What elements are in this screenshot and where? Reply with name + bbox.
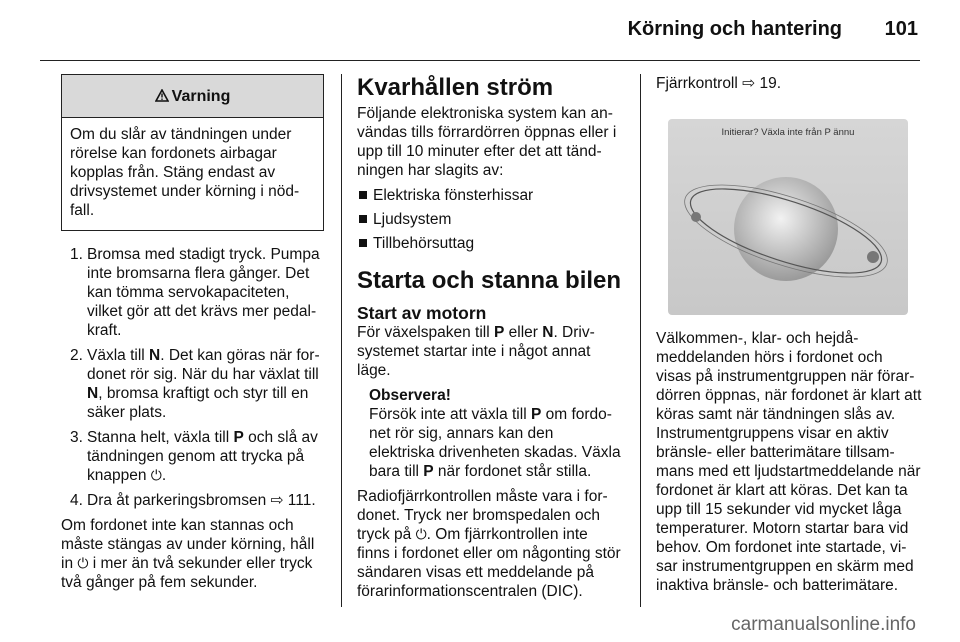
paragraph: Följande elektroniska system kan an-vändas tills förrardörren öppnas eller i upp till 10 minuter efter det att tänd-ningen har slagits av: [357,105,617,179]
list-item: Elektriska fönsterhissar [357,186,623,205]
paragraph: För växelspaken till P eller N. Driv-systemet startar inte i något annat läge. [357,324,595,379]
list-item: Ljudsystem [357,210,623,229]
cross-reference: Fjärrkontroll ⇨ 19. [656,75,781,92]
warning-text: Om du slår av tändningen under rörelse kan fordonets airbagar kopplas från. Stäng endast av drivsystemet under körning i nöd-fall. [70,126,300,219]
column-left [61,74,324,592]
page-header [0,0,960,64]
warning-triangle-icon [155,87,169,106]
power-icon: ⏻ [415,526,427,542]
page-ref-icon: ⇨ [270,492,284,509]
heading-starta: Starta och stanna bilen [357,267,622,294]
column-divider [640,74,641,607]
page-number: 101 [884,18,918,40]
header-rule [40,60,920,61]
paragraph: Radiofjärrkontrollen måste vara i for-donet. Tryck ner bromspedalen och tryck på ⏻. Om fjärrkontrollen inte finns i fordonet eller om någonting stör sändaren visas ett meddelande på förarinformationscentralen (DIC). [357,488,621,600]
instrument-display-image [668,119,908,315]
column-right [656,74,922,595]
section-title: Körning och hantering [627,18,842,40]
list-item: 2. Växla till N. Det kan göras när for-donet rör sig. När du har växlat till N, bromsa kraftigt och styr till en säker plats. [70,347,320,421]
warning-title: Varning [171,87,231,105]
display-message: Initierar? Växla inte från P ännu [721,127,855,138]
warning-box [61,74,324,231]
list-item: 1. Bromsa med stadigt tryck. Pumpa inte bromsarna flera gånger. Det kan tömma servokapaciteten, vilket gör att det krävs mer pedal-kraft. [70,246,320,339]
paragraph: Välkommen-, klar- och hejdå-meddelanden hörs i fordonet och visas på instrumentgruppen när förar-dörren öppnas, när fordonet är klart att köras samt när tändningen slås av. Instrumentgruppens visar en aktiv bränsle- eller batterimätare tillsam-mans med ett ljudstartmeddelande när fordonet är klart att köras. Det kan ta upp till 15 sekunder vid mycket låga temperaturer. Motorn startar bara vid behov. Om fordonet inte startade, vi-sar instrumentgruppen en skärm med inaktiva bränsle- och batterimätare. [656,330,922,594]
list-item: Tillbehörsuttag [357,234,623,253]
page-ref-icon: ⇨ [742,75,756,92]
column-middle [357,74,623,601]
list-item: 3. Stanna helt, växla till P och slå av tändningen genom att trycka på knappen ⏻. [70,429,318,484]
bullet-icon [359,239,367,247]
bullet-icon [359,191,367,199]
note-text: Försök inte att växla till P om fordo-net rör sig, annars kan den elektriska drivenheten skadas. Växla bara till P när fordonet står stilla. [369,406,621,480]
column-divider [341,74,342,607]
planet-graphic [668,119,908,315]
note-title: Observera! [369,387,451,404]
note-block [357,386,623,481]
list-item: 4. Dra åt parkeringsbromsen ⇨ 111. [70,492,316,509]
heading-kvarhallen: Kvarhållen ström [357,74,554,101]
warning-header [62,75,323,118]
watermark: carmanualsonline.info [731,614,916,635]
bullet-icon [359,215,367,223]
power-icon: ⏻ [77,555,89,571]
subheading-start: Start av motorn [357,303,487,323]
steps-list [61,245,324,510]
paragraph: Om fordonet inte kan stannas och måste stängas av under körning, håll in ⏻ i mer än två sekunder eller tryck två gånger på fem sekunder. [61,517,315,591]
power-icon: ⏻ [150,467,162,483]
bullet-list [357,186,623,253]
